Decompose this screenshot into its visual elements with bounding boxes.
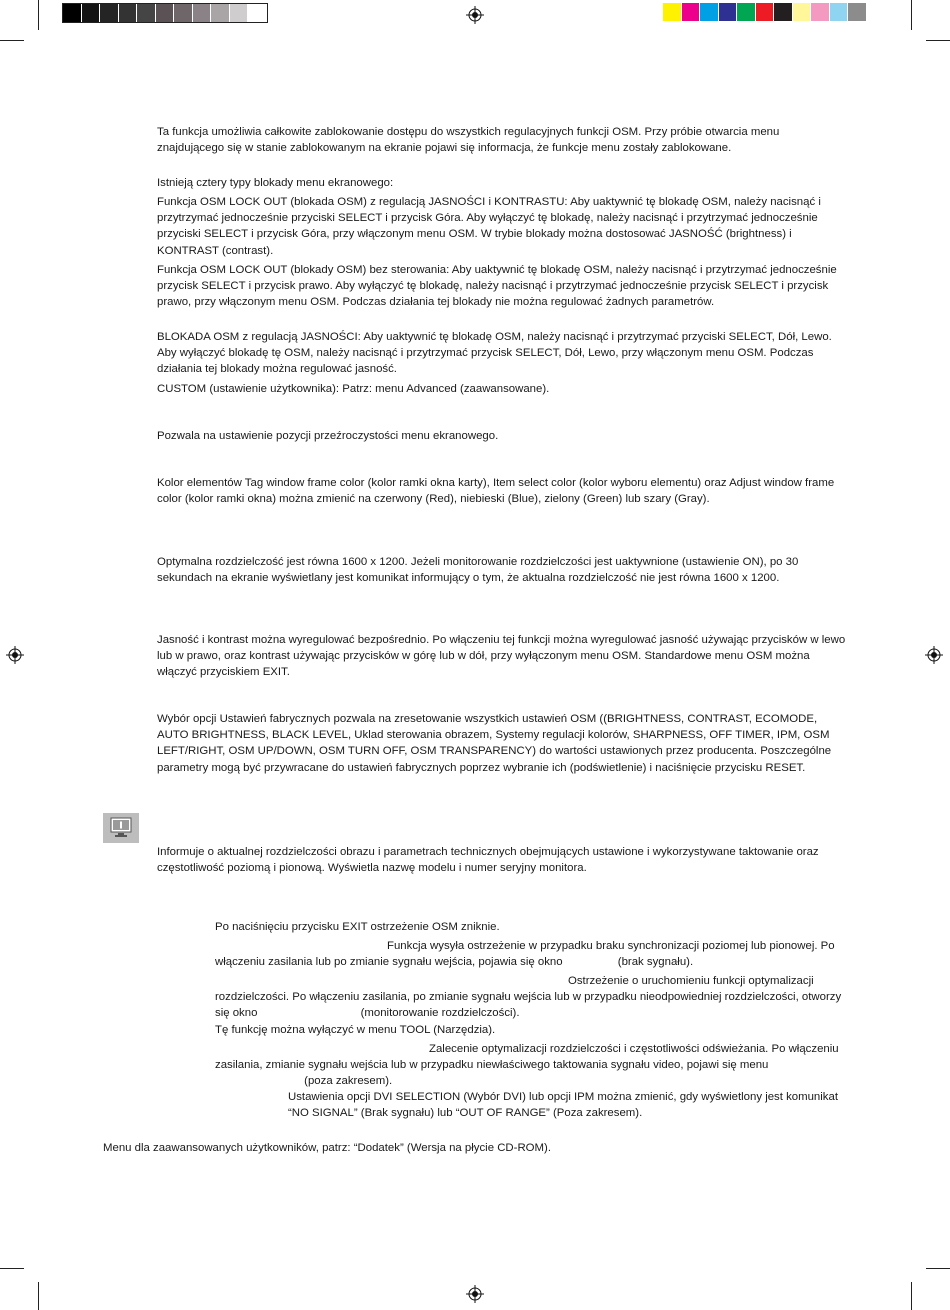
hot-key-text: Jasność i kontrast można wyregulować bezpośrednio. Po włączeniu tej funkcji można wyregulować jasność używając przycisków w lewo lub w prawo, oraz kontrast używając przycisków w górę lub w dół, przy wyłączonym menu OSM. Standardowe menu OSM można włączyć przyciskiem EXIT. [157, 634, 846, 679]
resolution-notifier-text: Optymalna rozdzielczość jest równa 1600 x 1200. Jeżeli monitorowanie rozdzielczości jest uaktywnione (ustawienie ON), po 30 sekundach na ekranie wyświetlany jest komunikat informujący o tym, że aktualna rozdzielczość nie jest równa 1600 x 1200. [157, 556, 799, 585]
crop-mark [0, 1268, 24, 1269]
color-swatch [119, 4, 138, 22]
color-text: Kolor elementów Tag window frame color (kolor ramki okna karty), Item select color (kolor wyboru elementu) oraz Adjust window frame color (kolor ramki okna) można zmienić na czerwony (Red), niebieski (Blue), zielony (Green) lub szary (Gray). [157, 477, 835, 506]
color-swatch [211, 4, 230, 22]
color-swatch [248, 4, 267, 22]
lock-type-2-text: Funkcja OSM LOCK OUT (blokady OSM) bez sterowania: Aby uaktywnić tę blokadę OSM, należy nacisnąć i przytrzymać jednocześnie przycisk SELECT i przycisk prawo. Aby wyłączyć tę blokadę, należy nacisnąć i przytrzymać jednocześnie przycisk SELECT i przycisk prawo, przy włączonym menu OSM. Podczas działania tej blokady nie można regulować żadnych parametrów. [157, 264, 837, 309]
color-swatch [230, 4, 249, 22]
crop-mark [926, 1268, 950, 1269]
color-swatch [137, 4, 156, 22]
process-color-bar [663, 3, 867, 21]
crop-mark [926, 40, 950, 41]
color-swatch [156, 4, 175, 22]
factory-preset-text: Wybór opcji Ustawień fabrycznych pozwala na zresetowanie wszystkich ustawień OSM ((BRIGHTNESS, CONTRAST, ECOMODE, AUTO BRIGHTNESS, BLACK LEVEL, Uklad sterowania obrazem, Systemy regulacji kolorów, SHARPNESS, OFF TIMER, IPM, OSM LEFT/RIGHT, OSM UP/DOWN, OSM TURN OFF, OSM TRANSPARENCY) do wartości ustawionych przez producenta. Poszczególne parametry mogą być przywracane do ustawień fabrycznych poprzez wybranie ich (podświetlenie) i naciśnięcie przycisku RESET. [157, 713, 832, 774]
color-swatch [63, 4, 82, 22]
information-icon [103, 813, 139, 843]
color-swatch [100, 4, 119, 22]
no-signal-text: Funkcja wysyła ostrzeżenie w przypadku braku synchronizacji poziomej lub pionowej. Po włączeniu zasilania lub po zmianie sygnału wejścia, pojawia się okno (brak sygnału). [215, 940, 835, 969]
resolution-notice-text: Ostrzeżenie o uruchomieniu funkcji optymalizacji rozdzielczości. Po włączeniu zasilania, po zmianie sygnału wejścia lub w przypadku nieodpowiedniej rozdzielczości, otworzy się okno (monitorowanie rozdzielczości). Tę funkcję można wyłączyć w menu TOOL (Narzędzia). [215, 975, 842, 1036]
lock-type-4-text: CUSTOM (ustawienie użytkownika): Patrz: menu Advanced (zaawansowane). [157, 383, 550, 395]
color-swatch [82, 4, 101, 22]
crop-mark [911, 1282, 912, 1310]
color-swatch [682, 3, 701, 21]
registration-mark-icon [466, 6, 484, 24]
color-swatch [700, 3, 719, 21]
color-swatch [174, 4, 193, 22]
advanced-menu-text: Menu dla zaawansowanych użytkowników, patrz: “Dodatek” (Wersja na płycie CD-ROM). [103, 1142, 551, 1154]
color-swatch [793, 3, 812, 21]
out-of-range-text: Zalecenie optymalizacji rozdzielczości i częstotliwości odświeżania. Po włączeniu zasilania, zmianie sygnału wejścia lub w przypadku niewłaściwego taktowania sygnału video, pojawi się menu (poza zakresem). [215, 1043, 839, 1088]
information-text: Informuje o aktualnej rozdzielczości obrazu i parametrach technicznych obejmujących ustawione i wykorzystywane taktowanie oraz częstotliwość poziomą i pionową. Wyświetla nazwę modelu i numer seryjny monitora. [157, 846, 819, 875]
color-swatch [848, 3, 867, 21]
registration-mark-icon [925, 646, 943, 664]
registration-mark-icon [466, 1285, 484, 1303]
lock-intro-text: Ta funkcja umożliwia całkowite zablokowanie dostępu do wszystkich regulacyjnych funkcji OSM. Przy próbie otwarcia menu znajdującego się w stanie zablokowanym na ekranie pojawi się informacja, że funkcje menu zostały zablokowane. [157, 126, 780, 155]
color-swatch [756, 3, 775, 21]
crop-mark [38, 1282, 39, 1310]
color-swatch [663, 3, 682, 21]
color-swatch [737, 3, 756, 21]
warning-exit-text: Po naciśnięciu przycisku EXIT ostrzeżenie OSM zniknie. [215, 921, 500, 933]
color-swatch [811, 3, 830, 21]
crop-mark [38, 0, 39, 30]
lock-type-1-text: Funkcja OSM LOCK OUT (blokada OSM) z regulacją JASNOŚCI i KONTRASTU: Aby uaktywnić tę blokadę OSM, należy nacisnąć i przytrzymać jednocześnie przyciski SELECT i przycisk Góra. Aby wyłączyć tę blokadę, należy nacisnąć i przytrzymać jednocześnie przyciski SELECT i przycisk Góra, przy włączonym menu OSM. W trybie blokady można dostosować JASNOŚĆ (brightness) i KONTRAST (contrast). [157, 196, 821, 257]
color-swatch [719, 3, 738, 21]
color-swatch [193, 4, 212, 22]
crop-mark [0, 40, 24, 41]
color-swatch [774, 3, 793, 21]
crop-mark [911, 0, 912, 30]
warning-note-text: Ustawienia opcji DVI SELECTION (Wybór DVI) lub opcji IPM można zmienić, gdy wyświetlony jest komunikat “NO SIGNAL” (Brak sygnału) lub “OUT OF RANGE” (Poza zakresem). [288, 1091, 838, 1120]
color-swatch [830, 3, 849, 21]
monitor-icon [103, 813, 139, 843]
lock-types-text: Istnieją cztery typy blokady menu ekranowego: [157, 177, 394, 189]
transparency-text: Pozwala na ustawienie pozycji przeźroczystości menu ekranowego. [157, 430, 499, 442]
grayscale-color-bar [62, 3, 268, 23]
lock-type-3-text: BLOKADA OSM z regulacją JASNOŚCI: Aby uaktywnić tę blokadę OSM, należy nacisnąć i przytrzymać przyciski SELECT, Dół, Lewo. Aby wyłączyć blokadę tę OSM, należy nacisnąć i przytrzymać przycisk SELECT, Dół, Lewo, przy włączonym menu OSM. Podczas działania tej blokady można regulować jasność. [157, 331, 832, 376]
registration-mark-icon [6, 646, 24, 664]
